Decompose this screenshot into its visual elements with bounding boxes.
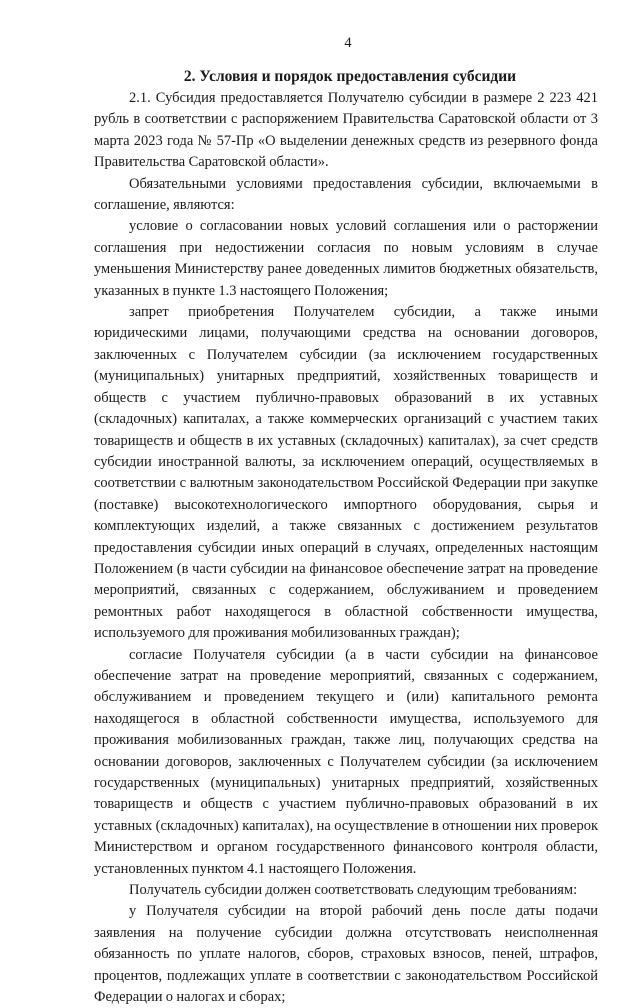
paragraph-inspection-consent: согласие Получателя субсидии (а в части субсидии на финансовое обеспечение затрат на проведение мероприятий, связанных с содержанием, обслуживанием и проведением текущего и (или) капитального ремонта находящегося в областной собственности имущества, используемого для проживания мобилизованных граждан, также лиц, получающих средства на основании договоров, заключенных с Получателем субсидии (за исключением государственных (муниципальных) унитарных предприятий, хозяйственных товариществ и обществ с участием публично-правовых образований в их уставных (складочных) капиталах), на осуществление в отношении них проверок Министерством и органом государственного финансового контроля области, установленных пунктом 4.1 настоящего Положения. xyxy=(94,646,598,877)
section-title: 2. Условия и порядок предоставления субсидии xyxy=(183,68,517,85)
paragraph-foreign-currency-ban: запрет приобретения Получателем субсидии, а также иными юридическими лицами, получающими средства на основании договоров, заключенных с Получателем субсидии (за исключением государственных (муниципальных) унитарных предприятий, хозяйственных товариществ и обществ с участием публично-правовых образований в их уставных (складочных) капиталах, а также коммерческих организаций с участием таких товариществ и обществ в их уставных (складочных) капиталах), за счет средств субсидии иностранной валюты, за исключением операций, осуществляемых в соответствии с валютным законодательством Российской Федерации при закупке (поставке) высокотехнологического импортного оборудования, сырья и комплектующих изделий, а также связанных с достижением результатов предоставления субсидии иных операций в случаях, определенных настоящим Положением (в части субсидии на финансовое обеспечение затрат на проведение мероприятий, связанных с содержанием, обслуживанием и проведением ремонтных работ находящегося в областной собственности имущества, используемого для проживания мобилизованных граждан); xyxy=(94,304,598,642)
paragraph-mandatory-conditions-intro: Обязательными условиями предоставления субсидии, включаемыми в соглашение, являются: xyxy=(94,175,598,214)
paragraph-tax-obligation-requirement: у Получателя субсидии на второй рабочий день после даты подачи заявления на получение субсидии должна отсутствовать неисполненная обязанность по уплате налогов, сборов, страховых взносов, пеней, штрафов, процентов, подлежащих уплате в соответствии с законодательством Российской Федерации о налогах и сборах; xyxy=(94,903,598,1006)
paragraph-recipient-requirements-intro: Получатель субсидии должен соответствовать следующим требованиям: xyxy=(129,882,578,899)
page-number: 4 xyxy=(344,35,352,51)
paragraph-2-1: 2.1. Субсидия предоставляется Получателю субсидии в размере 2 223 421 рубль в соответствии с распоряжением Правительства Саратовской области от 3 марта 2023 года № 57-Пр «О выделении денежных средств из резервного фонда Правительства Саратовской области». xyxy=(94,90,598,171)
document-page xyxy=(94,34,598,1008)
paragraph-condition-agreement-terms: условие о согласовании новых условий соглашения или о расторжении соглашения при недостижении согласия по новым условиям в случае уменьшения Министерству ранее доведенных лимитов бюджетных обязательств, указанных в пункте 1.3 настоящего Положения; xyxy=(94,218,598,299)
document-body xyxy=(94,88,598,1008)
